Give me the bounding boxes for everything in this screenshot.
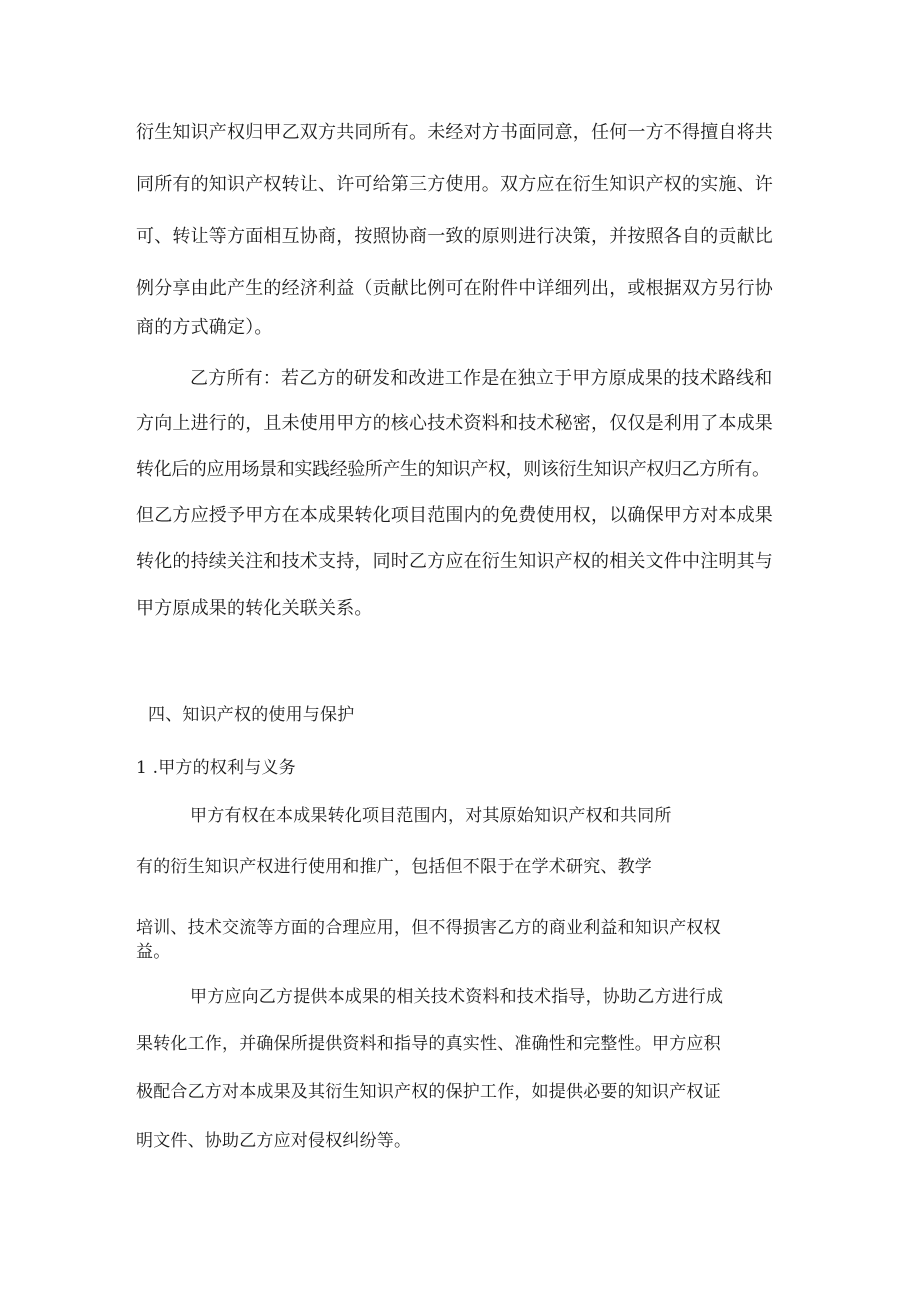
paragraph-3-line-4: 益。 — [136, 942, 171, 962]
paragraph-4-line-2: 果转化工作，并确保所提供资料和指导的真实性、准确性和完整性。甲方应积 — [136, 1034, 721, 1054]
paragraph-1-line-5: 商的方式确定）。 — [136, 317, 273, 338]
paragraph-3-line-2: 有的衍生知识产权进行使用和推广，包括但不限于在学术研究、教学 — [136, 857, 652, 877]
paragraph-2-line-3: 转化后的应用场景和实践经验所产生的知识产权，则该衍生知识产权归乙方所有。 — [136, 459, 770, 480]
paragraph-2-line-6: 甲方原成果的转化关联关系。 — [136, 598, 373, 619]
paragraph-4-line-1: 甲方应向乙方提供本成果的相关技术资料和技术指导，协助乙方进行成 — [190, 987, 724, 1007]
paragraph-2-line-4: 但乙方应授予甲方在本成果转化项目范围内的免费使用权，以确保甲方对本成果 — [136, 505, 773, 526]
paragraph-3-line-1: 甲方有权在本成果转化项目范围内，对其原始知识产权和共同所 — [190, 806, 672, 826]
paragraph-2-line-2: 方向上进行的，且未使用甲方的核心技术资料和技术秘密，仅仅是利用了本成果 — [136, 413, 773, 434]
paragraph-4-line-4: 明文件、协助乙方应对侵权纠纷等。 — [136, 1131, 412, 1151]
paragraph-4-line-3: 极配合乙方对本成果及其衍生知识产权的保护工作，如提供必要的知识产权证 — [136, 1082, 721, 1102]
paragraph-1-line-4: 例分享由此产生的经济利益（贡献比例可在附件中详细列出，或根据双方另行协 — [136, 278, 773, 299]
paragraph-1-line-3: 可、转让等方面相互协商，按照协商一致的原则进行决策，并按照各自的贡献比 — [136, 226, 773, 247]
paragraph-3-line-3: 培训、技术交流等方面的合理应用，但不得损害乙方的商业利益和知识产权权 — [136, 918, 721, 938]
paragraph-2-line-5: 转化的持续关注和技术支持，同时乙方应在衍生知识产权的相关文件中注明其与 — [136, 551, 773, 572]
paragraph-2-line-1: 乙方所有：若乙方的研发和改进工作是在独立于甲方原成果的技术路线和 — [190, 368, 773, 389]
paragraph-1-line-1: 衍生知识产权归甲乙双方共同所有。未经对方书面同意，任何一方不得擅自将共 — [136, 122, 773, 143]
paragraph-1-line-2: 同所有的知识产权转让、许可给第三方使用。双方应在衍生知识产权的实施、许 — [136, 174, 773, 195]
subsection-heading: 1 .甲方的权利与义务 — [136, 758, 296, 778]
section-heading: 四、知识产权的使用与保护 — [148, 705, 355, 725]
